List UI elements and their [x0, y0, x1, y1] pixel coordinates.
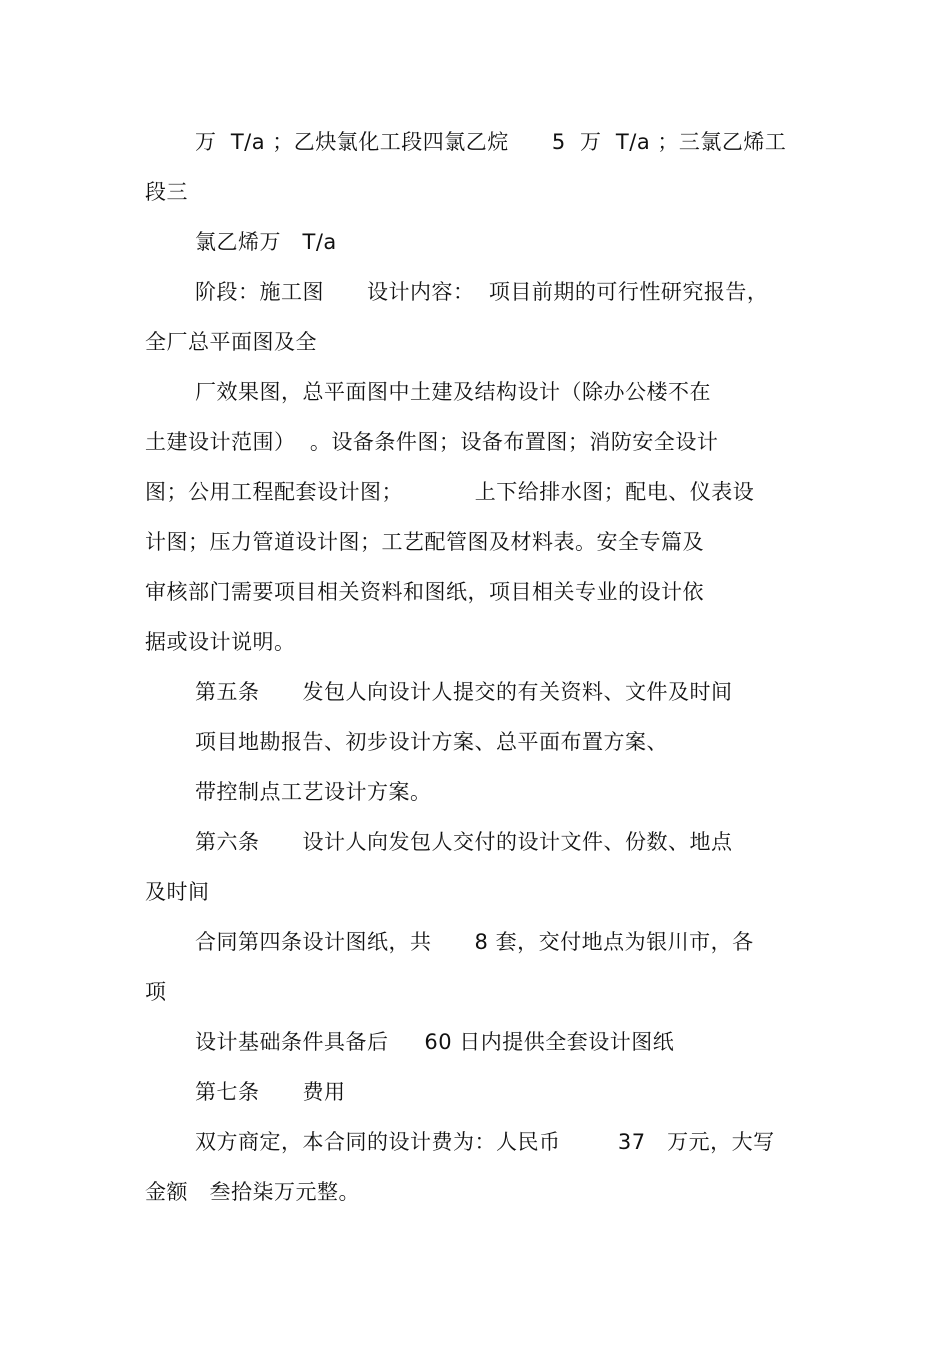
article-heading: 第六条 设计人向发包人交付的设计文件、份数、地点 — [195, 830, 733, 854]
text-line: 万 T/a ；乙炔氯化工段四氯乙烷 5 万 T/a ；三氯乙烯工 — [195, 130, 787, 154]
text-line: 土建设计范围） 。设备条件图；设备布置图；消防安全设计 — [145, 430, 719, 454]
text-line: 氯乙烯万 T/a — [195, 230, 337, 254]
article-heading: 第七条 费用 — [195, 1080, 346, 1104]
text-line: 合同第四条设计图纸，共 8 套，交付地点为银川市，各 — [195, 930, 754, 954]
text-line: 计图；压力管道设计图；工艺配管图及材料表。安全专篇及 — [145, 530, 704, 554]
text-line: 项 — [145, 980, 167, 1004]
article-heading: 第五条 发包人向设计人提交的有关资料、文件及时间 — [195, 680, 733, 704]
text-line: 厂效果图，总平面图中土建及结构设计（除办公楼不在 — [195, 380, 711, 404]
text-line: 审核部门需要项目相关资料和图纸，项目相关专业的设计依 — [145, 580, 704, 604]
text-line: 图；公用工程配套设计图； 上下给排水图；配电、仪表设 — [145, 480, 755, 504]
text-line: 段三 — [145, 180, 188, 204]
text-line: 项目地勘报告、初步设计方案、总平面布置方案、 — [195, 730, 668, 754]
text-line: 阶段：施工图 设计内容： 项目前期的可行性研究报告， — [195, 280, 769, 304]
text-line: 设计基础条件具备后 60 日内提供全套设计图纸 — [195, 1030, 675, 1054]
text-line: 据或设计说明。 — [145, 630, 296, 654]
text-line: 金额 叁拾柒万元整。 — [145, 1180, 361, 1204]
text-line: 双方商定，本合同的设计费为：人民币 37 万元，大写 — [195, 1130, 775, 1154]
text-line: 及时间 — [145, 880, 210, 904]
text-line: 全厂总平面图及全 — [145, 330, 317, 354]
text-line: 带控制点工艺设计方案。 — [195, 780, 432, 804]
